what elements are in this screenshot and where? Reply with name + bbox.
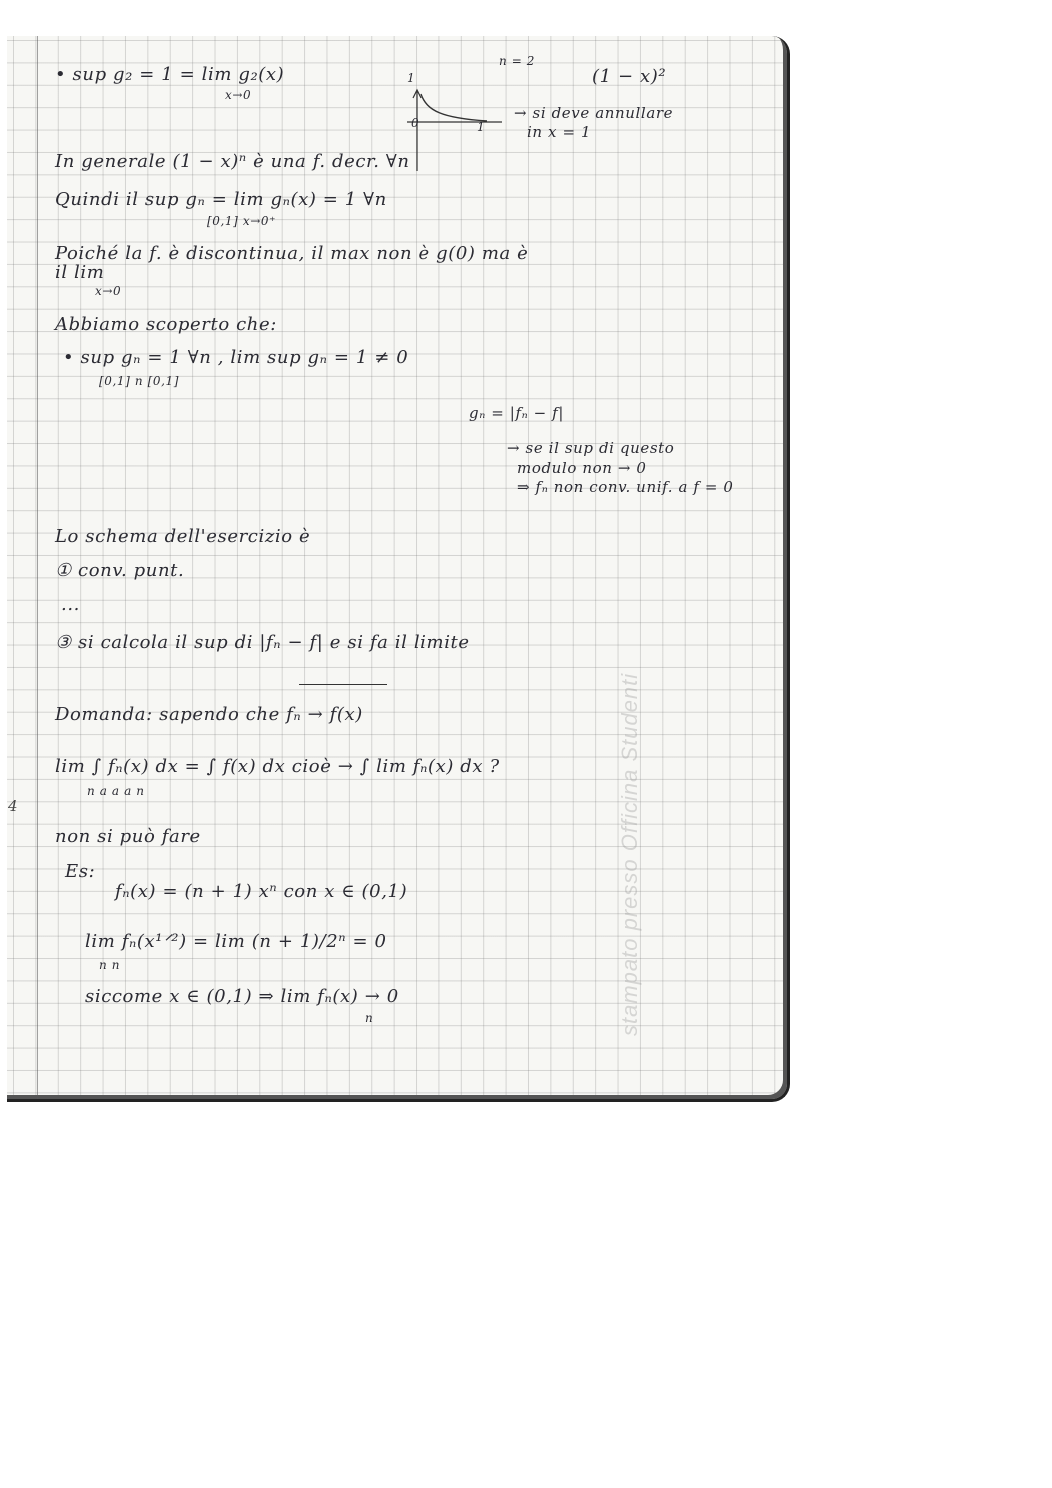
note-n-equals-2: n = 2 [499, 54, 536, 68]
note-quindi-subscripts: [0,1] x→0⁺ [207, 214, 277, 228]
margin-line [37, 36, 38, 1099]
note-step-3: ③ si calcola il sup di |fₙ − f| e si fa il limite [55, 632, 470, 653]
note-fn-definition: fₙ(x) = (n + 1) xⁿ con x ∈ (0,1) [115, 881, 408, 902]
note-domanda: Domanda: sapendo che fₙ → f(x) [55, 704, 363, 725]
side-note-annul: → si deve annullare [514, 104, 674, 122]
note-gn-def: gₙ = |fₙ − f| [469, 404, 564, 422]
note-sup-gn-subscripts: [0,1] n [0,1] [99, 374, 180, 388]
note-il-lim: il lim [55, 262, 105, 283]
note-one-minus-x-squared: (1 − x)² [592, 66, 667, 87]
note-non-conv-unif: ⇒ fₙ non conv. unif. a f = 0 [517, 478, 734, 496]
note-modulo: modulo non → 0 [517, 459, 647, 477]
note-siccome-sub: n [365, 1011, 374, 1025]
note-abbiamo-scoperto: Abbiamo scoperto che: [55, 314, 277, 335]
decay-graph-icon [407, 86, 507, 176]
notebook-page [7, 36, 790, 1102]
note-step-1: ① conv. punt. [55, 560, 185, 581]
note-il-lim-sub: x→0 [95, 284, 122, 298]
note-poiche: Poiché la f. è discontinua, il max non è g(0) ma è [55, 243, 529, 264]
side-note-x-equals-1: in x = 1 [527, 123, 592, 141]
note-lim-example: lim fₙ(x¹ᐟ²) = lim (n + 1)/2ⁿ = 0 [85, 931, 387, 952]
note-lo-schema: Lo schema dell'esercizio è [55, 526, 311, 547]
note-es: Es: [65, 861, 96, 882]
note-integral-limit: lim ∫ fₙ(x) dx = ∫ f(x) dx cioè → ∫ lim fₙ(x) dx ? [55, 756, 500, 777]
graph-y-label: 1 [407, 71, 416, 85]
graph-origin-label: 0 [411, 116, 420, 130]
watermark: stampato presso Officina Studenti [617, 672, 642, 1036]
note-ellipsis: ... [61, 594, 80, 615]
separator-rule [299, 684, 387, 685]
note-siccome: siccome x ∈ (0,1) ⇒ lim fₙ(x) → 0 [85, 986, 399, 1007]
note-subscript-x-to-0: x→0 [225, 88, 252, 102]
note-lim-example-sub: n n [99, 958, 121, 972]
note-non-si-puo: non si può fare [55, 826, 201, 847]
note-line-sup-g2: • sup g₂ = 1 = lim g₂(x) [55, 64, 285, 85]
note-sup-gn-limit: • sup gₙ = 1 ∀n , lim sup gₙ = 1 ≠ 0 [63, 347, 409, 368]
note-quindi: Quindi il sup gₙ = lim gₙ(x) = 1 ∀n [55, 189, 387, 210]
graph-x-label: 1 [477, 120, 486, 134]
note-in-generale: In generale (1 − x)ⁿ è una f. decr. ∀n [55, 151, 410, 172]
note-integral-subscripts: n a a a n [87, 784, 145, 798]
side-mark: 4 [8, 797, 18, 815]
note-se-il-sup: → se il sup di questo [507, 439, 675, 457]
